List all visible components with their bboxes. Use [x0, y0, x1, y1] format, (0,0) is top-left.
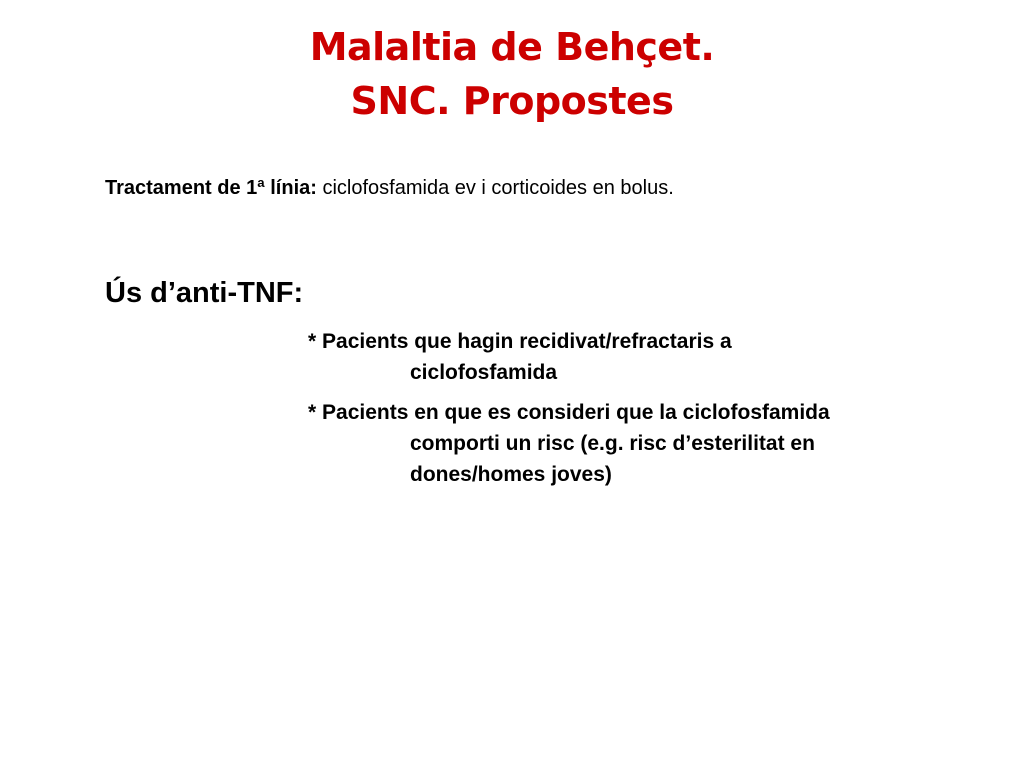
- title-line-2: SNC. Propostes: [350, 79, 674, 123]
- bullet-item: [308, 397, 1008, 490]
- treatment-text: ciclofosfamida ev i corticoides en bolus.: [316, 177, 674, 199]
- treatment-label: Tractament de 1ª línia:: [105, 177, 317, 199]
- bullet-line: dones/homes joves): [410, 463, 612, 486]
- anti-tnf-heading: Ús d’anti-TNF:: [105, 277, 304, 309]
- bullet-line: ciclofosfamida: [410, 361, 558, 384]
- bullet-item: [308, 326, 1008, 388]
- first-line-treatment: [105, 175, 674, 201]
- slide-title: [0, 20, 1024, 128]
- bullet-line: comporti un risc (e.g. risc d’esterilitat en: [410, 432, 815, 455]
- bullet-line: * Pacients que hagin recidivat/refractaris a: [308, 330, 732, 353]
- title-line-1: Malaltia de Behçet.: [309, 25, 715, 69]
- anti-tnf-bullet-list: [308, 326, 1008, 499]
- bullet-line: * Pacients en que es consideri que la ciclofosfamida: [308, 401, 830, 424]
